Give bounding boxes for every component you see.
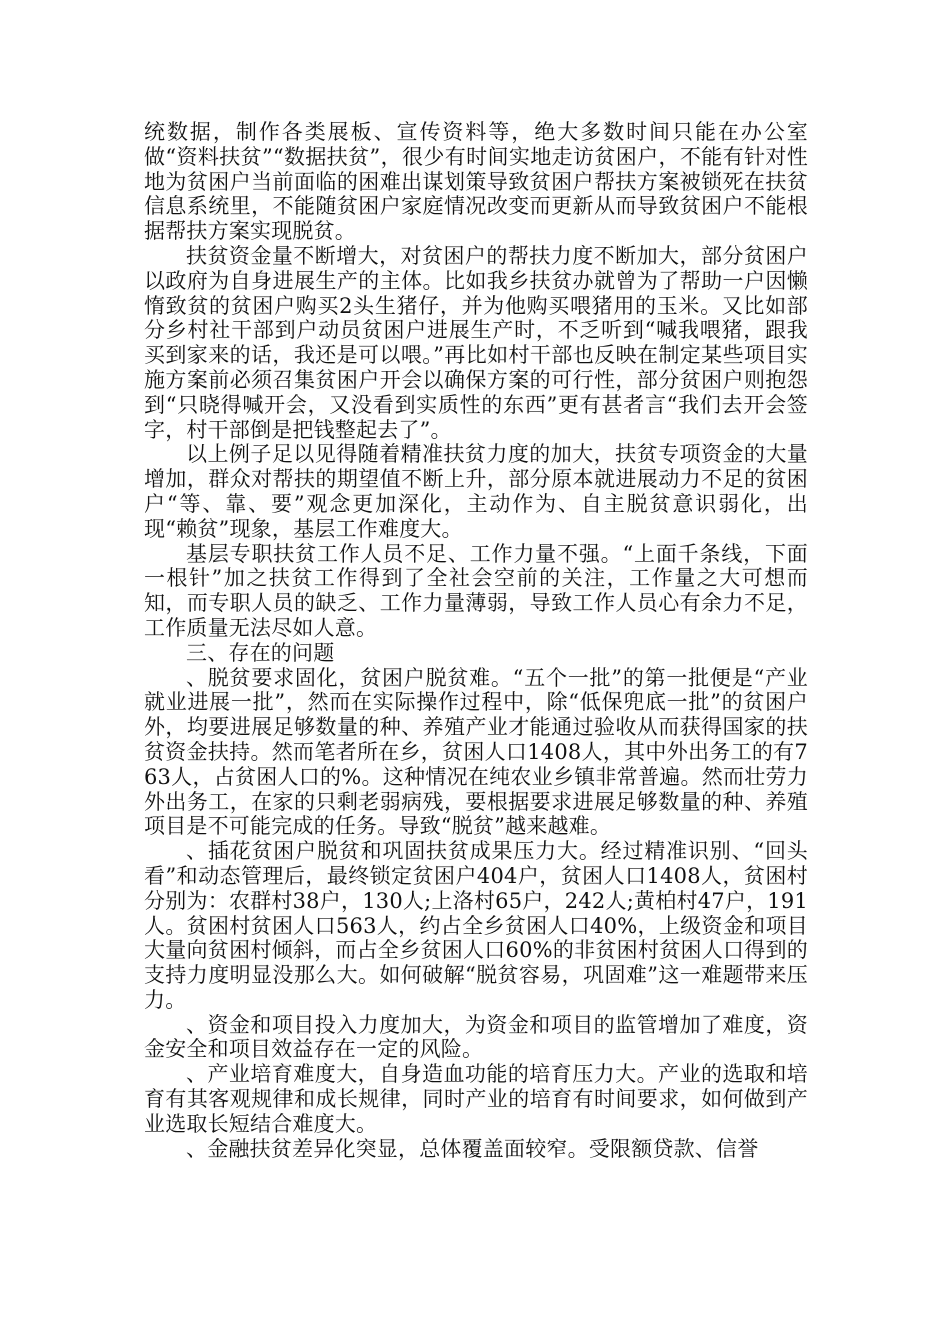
paragraph-funding-increase: 扶贫资金量不断增大，对贫困户的帮扶力度不断加大，部分贫困户以政府为自身进展生产的主体。比如我乡扶贫办就曾为了帮助一户因懒惰致贫的贫困户购买2头生猪仔，并为他购买喂猪用的玉米。又比如部分乡村社干部到户动员贫困户进展生产时，不乏听到“喊我喂猪，跟我买到家来的话，我还是可以喂。”再比如村干部也反映在制定某些项目实施方案前必须召集贫困户开会以确保方案的可行性，部分贫困户则抱怨到“只晓得喊开会，又没看到实质性的东西”更有甚者言“我们去开会签字，村干部倒是把钱整起去了”。 — [144, 243, 808, 442]
list-item-industry-cultivation: 、产业培育难度大，自身造血功能的培育压力大。产业的选取和培育有其客观规律和成长规律，同时产业的培育有时间要求，如何做到产业选取长短结合难度大。 — [144, 1062, 808, 1136]
document-body — [144, 120, 808, 1161]
paragraph-statistics: 统数据，制作各类展板、宣传资料等，绝大多数时间只能在办公室做“资料扶贫”“数据扶贫”，很少有时间实地走访贫困户，不能有针对性地为贫困户当前面临的困难出谋划策导致贫困户帮扶方案被锁死在扶贫信息系统里，不能随贫困户家庭情况改变而更新从而导致贫困户不能根据帮扶方案实现脱贫。 — [144, 120, 808, 244]
list-item-poverty-requirements: 、脱贫要求固化，贫困户脱贫难。“五个一批”的第一批便是“产业就业进展一批”，然而在实际操作过程中，除“低保兜底一批”的贫困户外，均要进展足够数量的种、养殖产业才能通过验收从而获得国家的扶贫资金扶持。然而笔者所在乡，贫困人口1408人，其中外出务工的有763人，占贫困人口的%。这种情况在纯农业乡镇非常普遍。然而壮劳力外出务工，在家的只剩老弱病残，要根据要求进展足够数量的种、养殖项目是不可能完成的任务。导致“脱贫”越来越难。 — [144, 665, 808, 839]
paragraph-examples: 以上例子足以见得随着精准扶贫力度的加大，扶贫专项资金的大量增加，群众对帮扶的期望值不断上升，部分原本就进展动力不足的贫困户“等、靠、要”观念更加深化，主动作为、自主脱贫意识弱化，出现“赖贫”现象，基层工作难度大。 — [144, 442, 808, 541]
list-item-financial-poverty: 、金融扶贫差异化突显，总体覆盖面较窄。受限额贷款、信誉 — [186, 1136, 759, 1161]
list-item-scattered-households: 、插花贫困户脱贫和巩固扶贫成果压力大。经过精准识别、“回头看”和动态管理后，最终锁定贫困户404户，贫困人口1408人，贫困村分别为：农群村38户，130人;上洛村65户，242人;黄柏村47户，191人。贫困村贫困人口563人，约占全乡贫困人口40%，上级资金和项目大量向贫困村倾斜，而占全乡贫困人口60%的非贫困村贫困人口得到的支持力度明显没那么大。如何破解“脱贫容易，巩固难”这一难题带来压力。 — [144, 839, 808, 1012]
section-heading-problems: 三、存在的问题 — [186, 640, 335, 665]
paragraph-staff-shortage: 基层专职扶贫工作人员不足、工作力量不强。“上面千条线，下面一根针”加之扶贫工作得到了全社会空前的关注，工作量之大可想而知，而专职人员的缺乏、工作力量薄弱，导致工作人员心有余力不足，工作质量无法尽如人意。 — [144, 541, 808, 640]
list-item-fund-supervision: 、资金和项目投入力度加大，为资金和项目的监管增加了难度，资金安全和项目效益存在一定的风险。 — [144, 1012, 808, 1062]
